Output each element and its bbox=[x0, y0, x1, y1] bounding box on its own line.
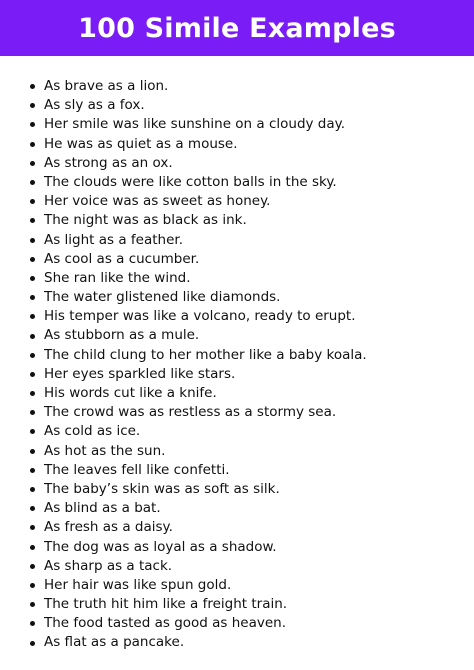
bullet-icon bbox=[30, 487, 35, 492]
list-item-text: As light as a feather. bbox=[44, 231, 184, 248]
list-item-text: As blind as a bat. bbox=[44, 500, 161, 517]
bullet-icon bbox=[30, 564, 35, 569]
bullet-icon bbox=[30, 506, 35, 511]
bullet-icon bbox=[30, 103, 35, 108]
bullet-icon bbox=[30, 468, 35, 473]
list-item-text: As sly as a fox. bbox=[44, 97, 145, 114]
list-item bbox=[30, 614, 466, 633]
list-item bbox=[30, 461, 466, 480]
list-item-text: As brave as a lion. bbox=[44, 78, 169, 94]
list-item-text: The water glistened like diamonds. bbox=[44, 289, 281, 306]
list-item-text: The dog was as loyal as a shadow. bbox=[44, 538, 277, 555]
bullet-icon bbox=[30, 391, 35, 396]
bullet-icon bbox=[30, 545, 35, 550]
list-item bbox=[30, 422, 466, 441]
bullet-icon bbox=[30, 641, 35, 646]
list-item bbox=[30, 77, 466, 96]
list-item bbox=[30, 538, 466, 557]
bullet-icon bbox=[30, 238, 35, 243]
list-item-text: The crowd was as restless as a stormy sea. bbox=[44, 404, 337, 421]
list-item bbox=[30, 173, 466, 192]
list-item bbox=[30, 518, 466, 537]
bullet-icon bbox=[30, 525, 35, 530]
list-item-text: The leaves fell like confetti. bbox=[44, 461, 230, 478]
bullet-icon bbox=[30, 199, 35, 204]
bullet-icon bbox=[30, 449, 35, 454]
list-item-text: She ran like the wind. bbox=[44, 269, 191, 286]
list-item bbox=[30, 135, 466, 154]
bullet-icon bbox=[30, 257, 35, 262]
list-item bbox=[30, 115, 466, 134]
list-item-text: The child clung to her mother like a baby koala. bbox=[44, 346, 367, 363]
list-item bbox=[30, 326, 466, 345]
list-item-text: As cool as a cucumber. bbox=[44, 250, 200, 267]
list-item bbox=[30, 192, 466, 211]
bullet-icon bbox=[30, 276, 35, 281]
bullet-icon bbox=[30, 142, 35, 147]
page-title: 100 Simile Examples bbox=[78, 12, 396, 44]
simile-list bbox=[30, 77, 466, 653]
list-item-text: As stubborn as a mule. bbox=[44, 327, 200, 344]
list-item bbox=[30, 576, 466, 595]
list-item-text: The truth hit him like a freight train. bbox=[44, 596, 288, 613]
list-item-text: As sharp as a tack. bbox=[44, 557, 173, 574]
list-item-text: Her smile was like sunshine on a cloudy day. bbox=[44, 116, 346, 133]
list-item-text: Her hair was like spun gold. bbox=[44, 576, 232, 593]
list-item bbox=[30, 384, 466, 403]
list-item-text: As flat as a pancake. bbox=[44, 634, 185, 651]
list-item bbox=[30, 365, 466, 384]
bullet-icon bbox=[30, 122, 35, 127]
list-item bbox=[30, 250, 466, 269]
list-item-text: The night was as black as ink. bbox=[44, 212, 247, 229]
list-item bbox=[30, 96, 466, 115]
list-item bbox=[30, 231, 466, 250]
bullet-icon bbox=[30, 410, 35, 415]
list-item bbox=[30, 442, 466, 461]
list-item-text: The baby’s skin was as soft as silk. bbox=[44, 480, 280, 497]
list-item-text: The clouds were like cotton balls in the sky. bbox=[44, 173, 337, 190]
list-item bbox=[30, 403, 466, 422]
bullet-icon bbox=[30, 218, 35, 223]
title-banner bbox=[0, 0, 474, 56]
list-item-text: His words cut like a knife. bbox=[44, 385, 217, 401]
list-item bbox=[30, 595, 466, 614]
list-item bbox=[30, 154, 466, 173]
list-item-text: As strong as an ox. bbox=[44, 154, 173, 171]
list-item bbox=[30, 269, 466, 288]
list-item bbox=[30, 480, 466, 499]
list-item-text: As hot as the sun. bbox=[44, 442, 166, 459]
bullet-icon bbox=[30, 621, 35, 626]
bullet-icon bbox=[30, 161, 35, 166]
bullet-icon bbox=[30, 84, 35, 89]
bullet-icon bbox=[30, 583, 35, 588]
list-item-text: As fresh as a daisy. bbox=[44, 519, 173, 536]
bullet-icon bbox=[30, 353, 35, 358]
list-item-text: His temper was like a volcano, ready to erupt. bbox=[44, 308, 356, 325]
list-item-text: Her eyes sparkled like stars. bbox=[44, 365, 236, 382]
list-item bbox=[30, 307, 466, 326]
list-item-text: He was as quiet as a mouse. bbox=[44, 135, 238, 152]
list-item-text: Her voice was as sweet as honey. bbox=[44, 193, 271, 210]
list-item bbox=[30, 557, 466, 576]
list-item bbox=[30, 288, 466, 307]
list-item-text: The food tasted as good as heaven. bbox=[44, 615, 287, 632]
list-item bbox=[30, 499, 466, 518]
list-item bbox=[30, 633, 466, 652]
bullet-icon bbox=[30, 314, 35, 319]
bullet-icon bbox=[30, 429, 35, 434]
bullet-icon bbox=[30, 180, 35, 185]
list-item bbox=[30, 211, 466, 230]
bullet-icon bbox=[30, 295, 35, 300]
bullet-icon bbox=[30, 334, 35, 339]
list-item-text: As cold as ice. bbox=[44, 423, 141, 440]
bullet-icon bbox=[30, 372, 35, 377]
list-item bbox=[30, 346, 466, 365]
bullet-icon bbox=[30, 602, 35, 607]
